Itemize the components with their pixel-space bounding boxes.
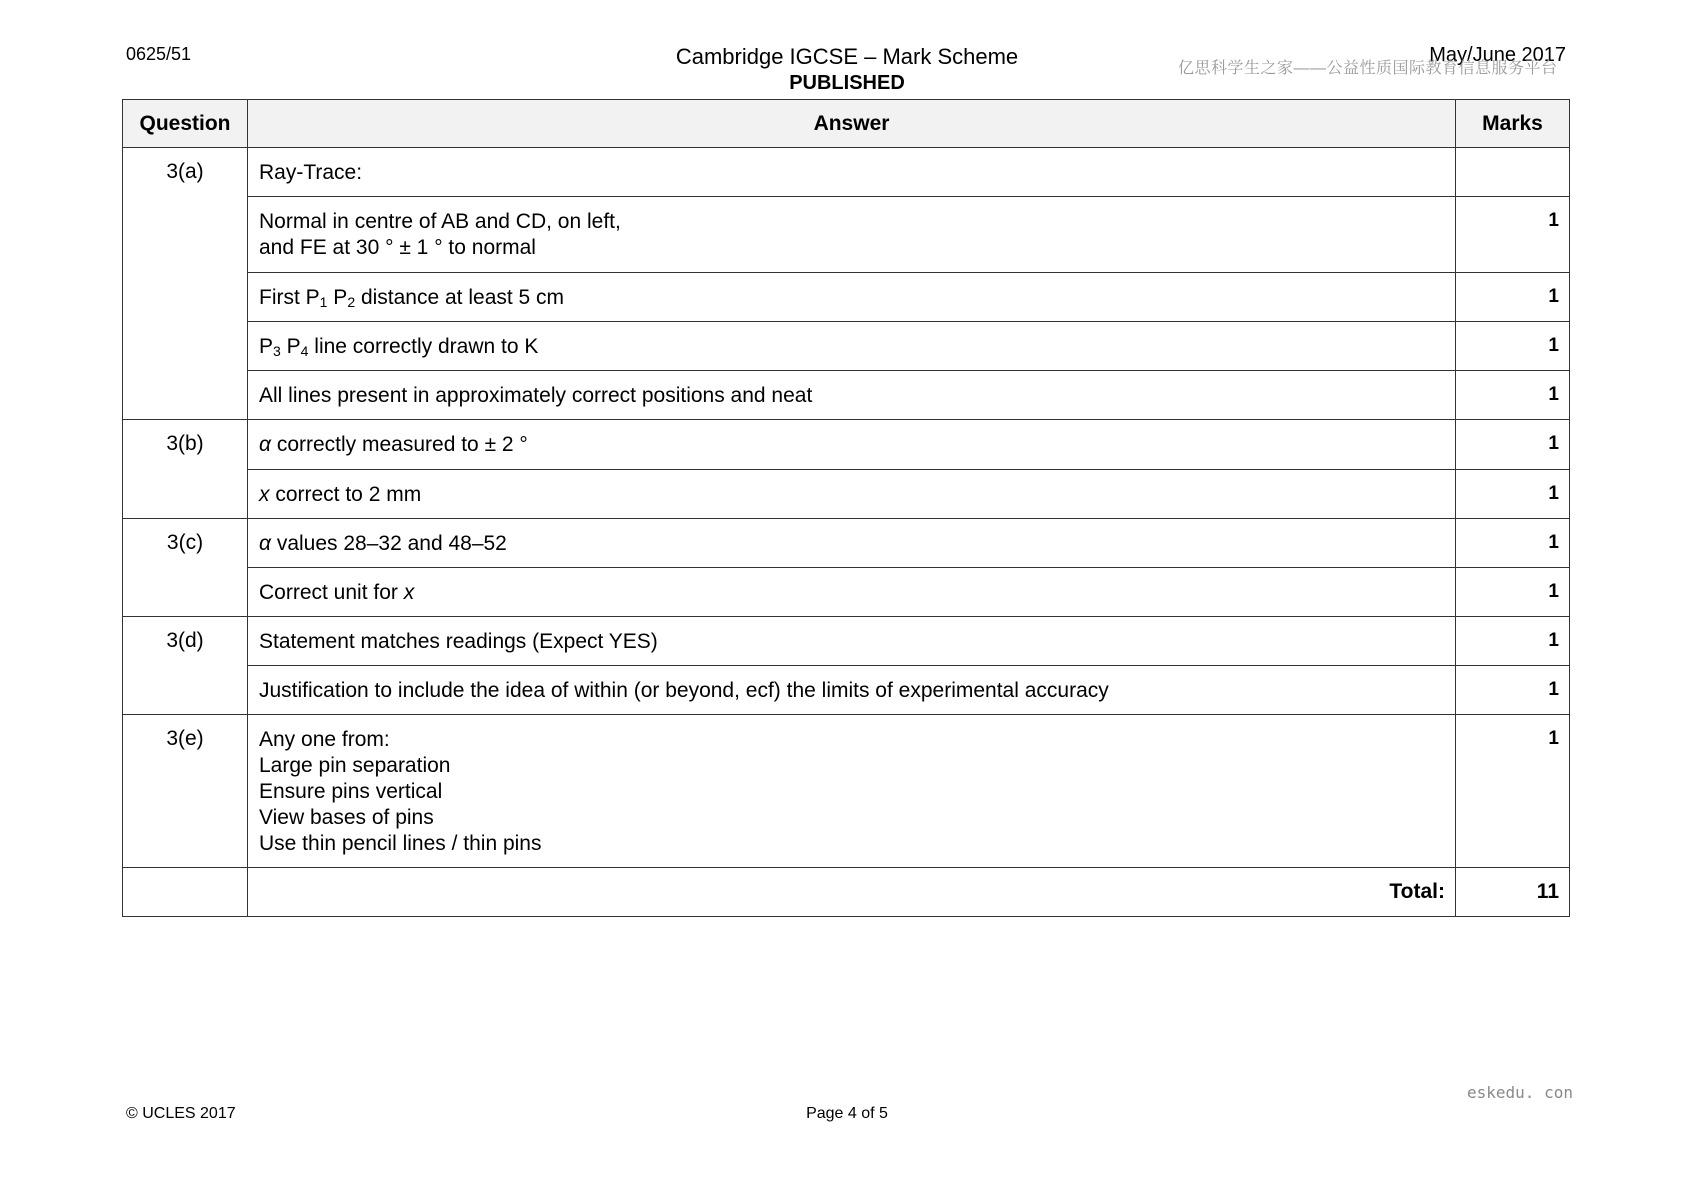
answer-text: P bbox=[327, 286, 348, 309]
answer-cell: Statement matches readings (Expect YES) bbox=[248, 617, 1456, 666]
paper-code: 0625/51 bbox=[126, 44, 192, 64]
answer-cell: Justification to include the idea of within (or beyond, ecf) the limits of experimental accuracy bbox=[248, 666, 1456, 715]
watermark-text: 亿思科学生之家——公益性质国际教育信息服务平台 bbox=[1178, 60, 1558, 77]
answer-line: Use thin pencil lines / thin pins bbox=[259, 832, 542, 855]
mark-scheme-table bbox=[122, 99, 1570, 917]
total-value: 11 bbox=[1456, 868, 1570, 917]
marks-cell: 1 bbox=[1456, 197, 1570, 273]
answer-cell bbox=[248, 519, 1456, 568]
answer-line: View bases of pins bbox=[259, 806, 434, 829]
answer-line: and FE at 30 ° ± 1 ° to normal bbox=[259, 236, 536, 259]
marks-cell: 1 bbox=[1456, 470, 1570, 519]
marks-cell: 1 bbox=[1456, 568, 1570, 617]
answer-cell bbox=[248, 470, 1456, 519]
answer-line: Large pin separation bbox=[259, 754, 451, 777]
marks-cell: 1 bbox=[1456, 371, 1570, 420]
answer-line: Normal in centre of AB and CD, on left, bbox=[259, 210, 621, 233]
question-header: Question bbox=[123, 100, 248, 148]
answer-text: First P bbox=[259, 286, 320, 309]
answer-text: line correctly drawn to K bbox=[308, 335, 539, 358]
x-symbol: x bbox=[259, 483, 270, 506]
subscript: 2 bbox=[347, 294, 356, 310]
table-row bbox=[123, 322, 1570, 371]
question-label: 3(c) bbox=[123, 519, 248, 617]
answer-text: distance at least 5 cm bbox=[355, 286, 565, 309]
answer-cell bbox=[248, 322, 1456, 371]
total-question-cell bbox=[123, 868, 248, 917]
answer-text: correct to 2 mm bbox=[269, 483, 422, 506]
subscript: 1 bbox=[319, 294, 328, 310]
table-row bbox=[123, 371, 1570, 420]
answer-cell bbox=[248, 568, 1456, 617]
marks-cell bbox=[1456, 148, 1570, 197]
published-label: PUBLISHED bbox=[789, 72, 905, 94]
subscript: 3 bbox=[273, 343, 281, 359]
answer-cell bbox=[248, 197, 1456, 273]
answer-line: Any one from: bbox=[259, 728, 390, 751]
marks-cell: 1 bbox=[1456, 420, 1570, 470]
marks-cell: 1 bbox=[1456, 617, 1570, 666]
table-row bbox=[123, 715, 1570, 868]
marks-cell: 1 bbox=[1456, 322, 1570, 371]
page-number: Page 4 of 5 bbox=[806, 1105, 888, 1122]
total-label: Total: bbox=[248, 868, 1456, 917]
answer-cell bbox=[248, 715, 1456, 868]
table-row bbox=[123, 148, 1570, 197]
answer-line: Ensure pins vertical bbox=[259, 780, 443, 803]
answer-cell: All lines present in approximately correct positions and neat bbox=[248, 371, 1456, 420]
subscript: 4 bbox=[300, 343, 309, 359]
document-header bbox=[600, 44, 1094, 96]
exam-session: May/June 2017 bbox=[1429, 44, 1566, 66]
table-row bbox=[123, 420, 1570, 470]
marks-cell: 1 bbox=[1456, 273, 1570, 322]
table-row bbox=[123, 470, 1570, 519]
answer-cell: Ray-Trace: bbox=[248, 148, 1456, 197]
answer-text: P bbox=[280, 335, 301, 358]
total-row bbox=[123, 868, 1570, 917]
site-watermark: eskedu. con bbox=[1467, 1083, 1573, 1102]
marks-header: Marks bbox=[1456, 100, 1570, 148]
answer-header: Answer bbox=[248, 100, 1456, 148]
table-row bbox=[123, 273, 1570, 322]
question-label: 3(a) bbox=[123, 148, 248, 420]
question-label: 3(b) bbox=[123, 420, 248, 519]
alpha-symbol: α bbox=[259, 433, 271, 456]
answer-text: Correct unit for bbox=[259, 581, 404, 604]
marks-cell: 1 bbox=[1456, 715, 1570, 868]
table-row bbox=[123, 197, 1570, 273]
answer-cell bbox=[248, 273, 1456, 322]
answer-text: correctly measured to ± 2 ° bbox=[270, 433, 528, 456]
answer-cell bbox=[248, 420, 1456, 470]
question-label: 3(e) bbox=[123, 715, 248, 868]
table-row bbox=[123, 519, 1570, 568]
marks-cell: 1 bbox=[1456, 666, 1570, 715]
table-row bbox=[123, 568, 1570, 617]
alpha-symbol: α bbox=[259, 532, 271, 555]
answer-text: P bbox=[259, 335, 274, 358]
table-header-row bbox=[123, 100, 1570, 148]
answer-text: values 28–32 and 48–52 bbox=[270, 532, 507, 555]
marks-cell: 1 bbox=[1456, 519, 1570, 568]
table-row bbox=[123, 666, 1570, 715]
copyright-notice: © UCLES 2017 bbox=[126, 1105, 236, 1122]
x-symbol: x bbox=[403, 581, 415, 604]
document-title: Cambridge IGCSE – Mark Scheme bbox=[675, 44, 1019, 69]
table-row bbox=[123, 617, 1570, 666]
question-label: 3(d) bbox=[123, 617, 248, 715]
